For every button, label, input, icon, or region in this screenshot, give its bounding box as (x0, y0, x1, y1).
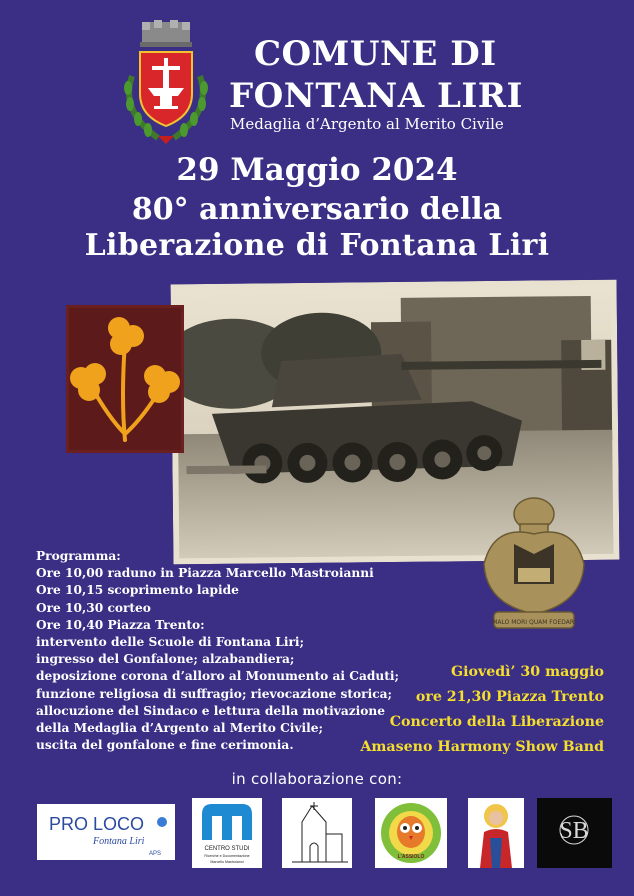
program-line: funzione religiosa di suffragio; rievocazione storica; (36, 686, 393, 701)
town-title-line2: FONTANA LIRI (229, 76, 523, 116)
pro-loco-town: Fontana Liri (93, 836, 145, 847)
program-line: deposizione corona d’alloro al Monumento ai Caduti; (36, 669, 400, 684)
assiolo-logo (375, 798, 447, 868)
town-subtitle: Medaglia d’Argento al Merito Civile (230, 115, 504, 133)
pro-loco-logo (37, 804, 175, 860)
military-badge-icon (474, 494, 594, 644)
event-date: 29 Maggio 2024 (176, 152, 458, 188)
clover-icon (69, 308, 181, 450)
collaboration-label: in collaborazione con: (231, 770, 403, 788)
program-line: intervento delle Scuole di Fontana Liri; (36, 635, 305, 650)
program-line: Ore 10,40 Piazza Trento: (36, 617, 205, 632)
assiolo-name: L'ASSIOLO (397, 854, 425, 860)
centro-studi-title: CENTRO STUDI (204, 846, 250, 852)
anniversary-title: 80° anniversario della (131, 192, 503, 227)
centro-studi-logo (192, 798, 262, 868)
program-line: allocuzione del Sindaco e lettura della motivazione (36, 703, 386, 718)
saint-image-logo (468, 798, 524, 868)
badge-motto: MALO MORI QUAM FOEDARI (492, 619, 576, 626)
pro-loco-aps: APS (149, 851, 162, 857)
liberation-title: Liberazione di Fontana Liri (84, 228, 550, 263)
program-line: ingresso del Gonfalone; alzabandiera; (36, 652, 295, 667)
concert-band: Amaseno Harmony Show Band (360, 739, 604, 755)
sb-monogram-logo (537, 798, 612, 868)
concert-title: Concerto della Liberazione (389, 714, 604, 730)
program-line: della Medaglia d’Argento al Merito Civile; (36, 721, 324, 736)
program-list (36, 548, 416, 754)
church-drawing-logo (282, 798, 352, 868)
concert-date: Giovedì’ 30 maggio (450, 664, 604, 680)
pro-loco-name: PRO LOCO (49, 814, 145, 834)
program-line: Ore 10,15 scoprimento lapide (36, 583, 239, 598)
concert-time-place: ore 21,30 Piazza Trento (415, 689, 604, 705)
program-line: Programma: (36, 549, 121, 563)
clover-emblem (66, 305, 184, 453)
program-line: uscita del gonfalone e fine cerimonia. (36, 738, 294, 753)
centro-studi-sub2: Marcello Mastroianni (210, 860, 244, 864)
coat-of-arms-icon (118, 16, 214, 146)
program-line: Ore 10,00 raduno in Piazza Marcello Mastroianni (36, 566, 374, 581)
centro-studi-sub1: Ricerche e Documentazione (204, 854, 250, 858)
svg-text:SB: SB (559, 818, 589, 844)
program-line: Ore 10,30 corteo (36, 600, 151, 615)
concert-info (360, 660, 604, 760)
town-title-line1: COMUNE DI (254, 34, 497, 74)
